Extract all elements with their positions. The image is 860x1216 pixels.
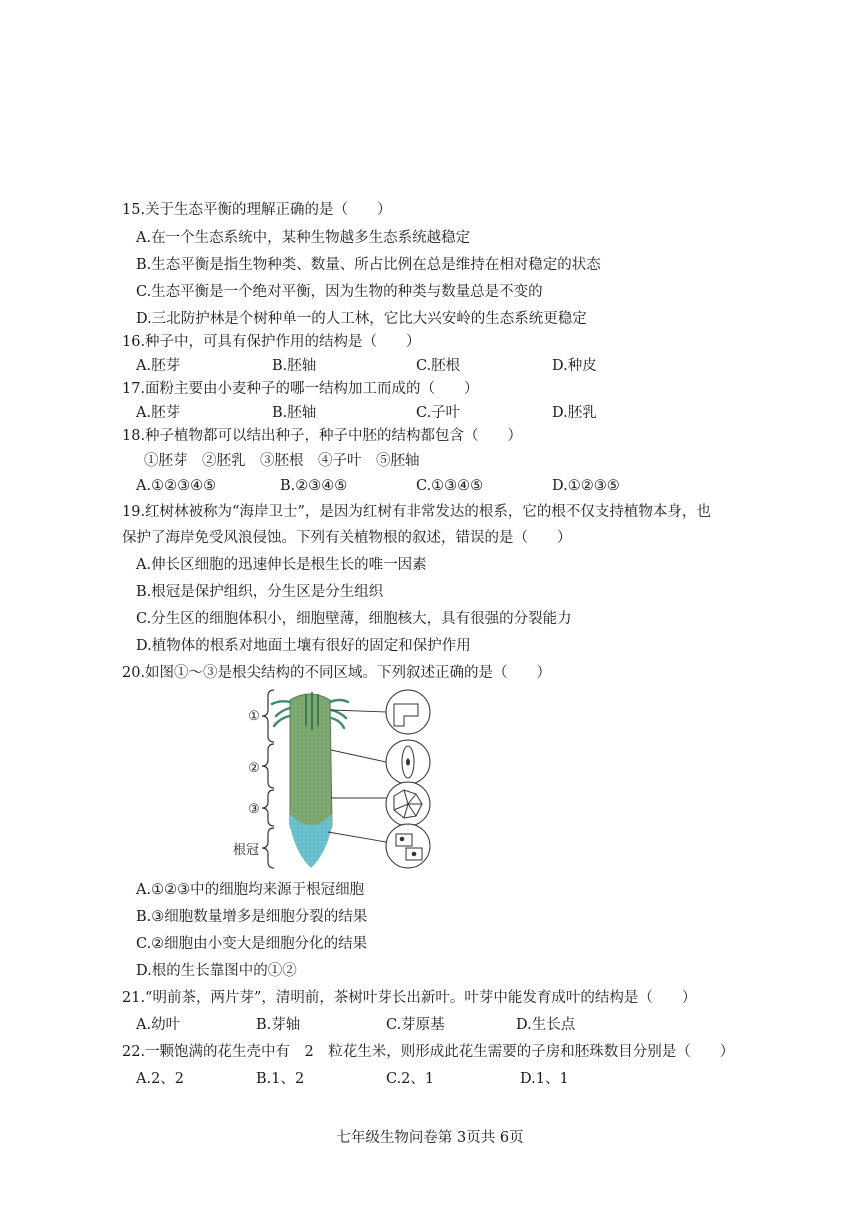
- q15-option-c: C.生态平衡是一个绝对平衡，因为生物的种类与数量总是不变的: [136, 284, 543, 300]
- q22-option-d: D.1、1: [520, 1071, 569, 1087]
- q20-option-b: B.③细胞数量增多是细胞分裂的结果: [136, 909, 368, 925]
- q16-stem: 16.种子中，可具有保护作用的结构是（ ）: [122, 334, 421, 350]
- q20-stem: 20.如图①～③是根尖结构的不同区域。下列叙述正确的是（ ）: [122, 665, 552, 681]
- q16-option-a: A.胚芽: [136, 358, 181, 374]
- figure-label-2: ②: [248, 760, 260, 775]
- q19-option-d: D.植物体的根系对地面土壤有很好的固定和保护作用: [136, 638, 471, 654]
- q17-option-d: D.胚乳: [552, 405, 597, 421]
- q21-option-d: D.生长点: [516, 1017, 576, 1033]
- q19-option-a: A.伸长区细胞的迅速伸长是根生长的唯一因素: [136, 557, 427, 573]
- q22-option-a: A.2、2: [136, 1071, 185, 1087]
- q21-stem: 21.“明前茶，两片芽”，清明前，茶树叶芽长出新叶。叶芽中能发育成叶的结构是（ ）: [122, 990, 697, 1006]
- root-hair-cell-circle: [386, 690, 430, 734]
- q16-option-d: D.种皮: [552, 358, 597, 374]
- root-tip-figure: [228, 686, 438, 872]
- q16-option-c: C.胚根: [416, 358, 461, 374]
- q15-option-a: A.在一个生态系统中，某种生物越多生态系统越稳定: [136, 230, 471, 246]
- q19-option-c: C.分生区的细胞体积小，细胞壁薄，细胞核大，具有很强的分裂能力: [136, 611, 572, 627]
- q17-option-c: C.子叶: [416, 405, 461, 421]
- region-braces: [262, 690, 274, 868]
- q20-option-a: A.①②③中的细胞均来源于根冠细胞: [136, 882, 365, 898]
- q21-option-b: B.芽轴: [256, 1017, 301, 1033]
- q15-option-b: B.生态平衡是指生物种类、数量、所占比例在总是维持在相对稳定的状态: [136, 257, 601, 273]
- q19-stem-line2: 保护了海岸免受风浪侵蚀。下列有关植物根的叙述，错误的是（ ）: [122, 530, 572, 546]
- q15-stem: 15.关于生态平衡的理解正确的是（ ）: [122, 202, 392, 218]
- q22-stem: 22.一颗饱满的花生壳中有 2 粒花生米，则形成此花生需要的子房和胚珠数目分别是（ ）: [122, 1044, 735, 1060]
- q20-option-d: D.根的生长靠图中的①②: [136, 963, 297, 979]
- figure-label-rootcap: 根冠: [232, 842, 260, 857]
- q21-option-c: C.芽原基: [386, 1017, 445, 1033]
- q20-option-c: C.②细胞由小变大是细胞分化的结果: [136, 936, 368, 952]
- q16-option-b: B.胚轴: [272, 358, 317, 374]
- q18-option-b: B.②③④⑤: [280, 478, 348, 494]
- q19-stem-line1: 19.红树林被称为“海岸卫士”，是因为红树有非常发达的根系，它的根不仅支持植物本身，也: [122, 504, 711, 520]
- q22-option-c: C.2、1: [386, 1071, 435, 1087]
- q18-stem: 18.种子植物都可以结出种子，种子中胚的结构都包含（ ）: [122, 428, 523, 444]
- figure-label-1: ①: [248, 708, 260, 723]
- q17-option-b: B.胚轴: [272, 405, 317, 421]
- figure-label-3: ③: [248, 801, 260, 816]
- page-footer: 七年级生物问卷第 3页共 6页: [336, 1130, 524, 1146]
- q15-option-d: D.三北防护林是个树种单一的人工林，它比大兴安岭的生态系统更稳定: [136, 311, 587, 327]
- q17-stem: 17.面粉主要由小麦种子的哪一结构加工而成的（ ）: [122, 381, 479, 397]
- q19-option-b: B.根冠是保护组织，分生区是分生组织: [136, 584, 384, 600]
- q18-option-c: C.①③④⑤: [416, 478, 484, 494]
- q18-option-a: A.①②③④⑤: [136, 478, 217, 494]
- q18-option-d: D.①②③⑤: [552, 478, 620, 494]
- q21-option-a: A.幼叶: [136, 1017, 181, 1033]
- q22-option-b: B.1、2: [256, 1071, 305, 1087]
- q17-option-a: A.胚芽: [136, 405, 181, 421]
- q18-items: ①胚芽 ②胚乳 ③胚根 ④子叶 ⑤胚轴: [144, 453, 420, 469]
